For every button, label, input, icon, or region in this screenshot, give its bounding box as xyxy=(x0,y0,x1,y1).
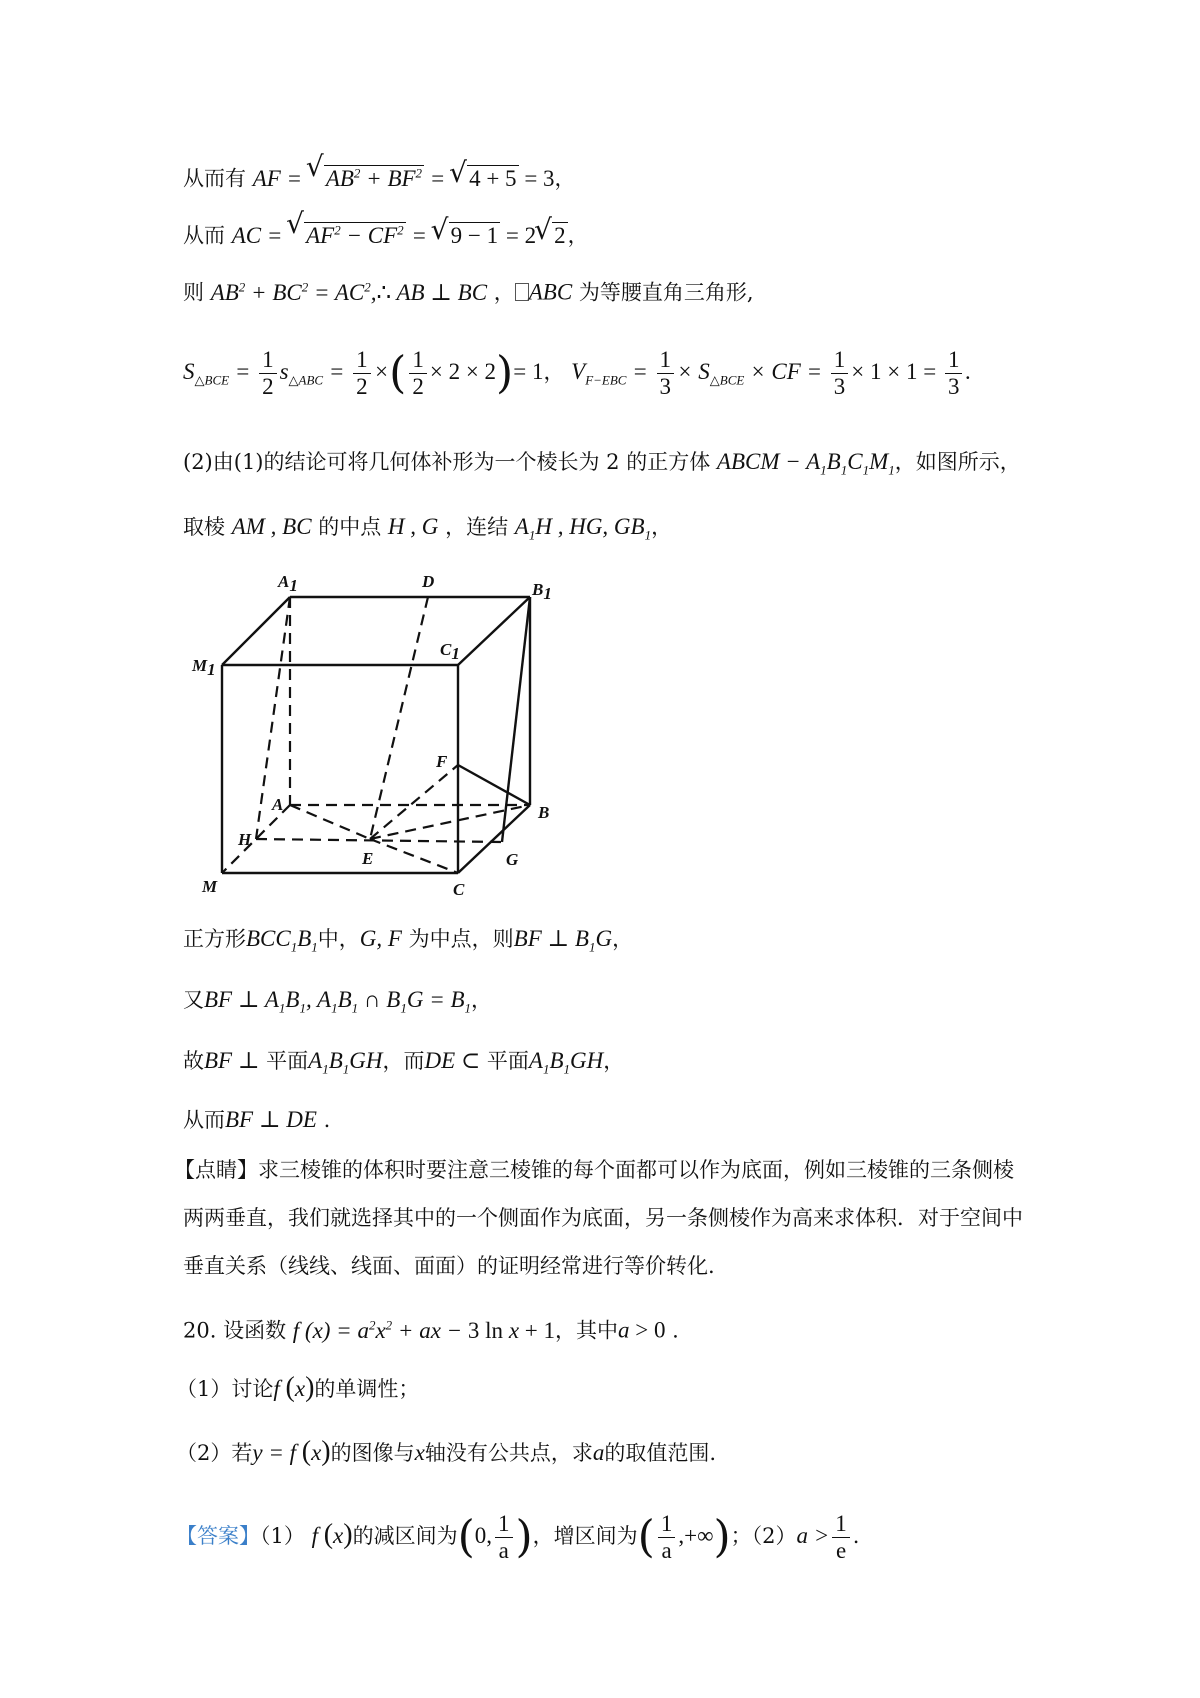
math-ac: AC = √ $AF^2 - CF^2$ = √ 9 − 1 = 2√ 2 xyxy=(232,223,568,248)
label-b1: B1 xyxy=(532,580,552,603)
line-midpoints: 取棱 AM , BC 的中点 H , G ，连结 $A_1H$ , HG, $GB_1$， xyxy=(183,514,673,543)
answer-tag: 【答案】 xyxy=(176,1524,260,1548)
label-c1: C1 xyxy=(440,640,460,663)
cube-figure xyxy=(190,565,580,900)
label-m1: M1 xyxy=(192,656,216,679)
question-20: 20. 设函数 f $(x) = a^2x^2$ + ax − 3 ln x + 1，其中a > 0 . xyxy=(183,1317,679,1343)
line-therefore: 故BF ⊥ 平面$A_1B_1GH$，而DE ⊂ 平面$A_1B_1GH$， xyxy=(183,1048,625,1077)
label-d: D xyxy=(422,572,435,591)
line-volume: $S_{\triangle BCE}$ = $\frac{1}{2}$ $s_{\triangle ABC}$ = $\frac{1}{2}$ ×( $\frac{1}{2}$ × 2 × 2)= 1， $V_{F-EBC}$ = $\frac{1}{3}$ × $S_{\triangle BCE}$ × CF = $\frac{1}{3}$ × 1 × 1 = $\frac{1}{3}$ . xyxy=(183,347,972,400)
line-ac: 从而 AC = √ $AF^2 - CF^2$ = √ 9 − 1 = 2√ 2， xyxy=(183,215,589,251)
line-also: 又BF ⊥ $A_1B_1$, $A_1B_1$ ∩ $B_1G = B_1$， xyxy=(183,987,493,1016)
note-line-3: 垂直关系（线线、线面、面面）的证明经常进行等价转化. xyxy=(183,1254,715,1278)
question-20-part1: （1）讨论f (x)的单调性； xyxy=(176,1372,420,1403)
label-e: E xyxy=(362,849,374,868)
label-a1: A1 xyxy=(278,572,298,595)
note-line-1: 【点睛】求三棱锥的体积时要注意三棱锥的每个面都可以作为底面，例如三棱锥的三条侧棱 xyxy=(174,1158,1014,1182)
note-line-2: 两两垂直，我们就选择其中的一个侧面作为底面，另一条侧棱作为高来求体积．对于空间中 xyxy=(183,1206,1023,1230)
line-square: 正方形$BCC_1B_1$中，G, F 为中点，则BF ⊥ $B_1G$， xyxy=(183,926,634,955)
label-g: G xyxy=(506,850,519,869)
line-conclusion: 从而BF ⊥ DE . xyxy=(183,1107,331,1132)
label-c: C xyxy=(453,880,465,899)
label-a: A xyxy=(272,795,284,814)
math-volume: $S_{\triangle BCE}$ = $\frac{1}{2}$ $s_{\triangle ABC}$ = $\frac{1}{2}$ ×( $\frac{1}{2}$ × 2 × 2)= 1 xyxy=(183,347,544,400)
line-right-triangle: 则 $AB^2 + BC^2$ = $AC^2,\therefore$ AB ⊥ BC ， ABC 为等腰直角三角形, xyxy=(183,279,754,305)
math-af: AF = √ $AB^2 + BF^2$ = √ 4 + 5 = 3 xyxy=(253,166,555,191)
question-20-part2: （2）若y = f (x)的图像与x轴没有公共点，求a的取值范围. xyxy=(176,1436,717,1467)
label-h: H xyxy=(238,830,252,849)
line-af: 从而有 AF = √ $AB^2 + BF^2$ = √ 4 + 5 = 3， xyxy=(183,158,576,194)
line-part2: (2)由(1)的结论可将几何体补形为一个棱长为 2 的正方体 ABCM − $A_1B_1C_1M_1$，如图所示， xyxy=(183,449,1021,478)
answer: 【答案】（1） f (x)的减区间为(0, $\frac{1}{a}$ )，增区间为( $\frac{1}{a}$ ,+∞)；（2）a > $\frac{1}{e}$ . xyxy=(176,1511,860,1564)
label-b: B xyxy=(538,803,550,822)
label-f: F xyxy=(436,752,448,771)
label-m: M xyxy=(202,877,218,896)
